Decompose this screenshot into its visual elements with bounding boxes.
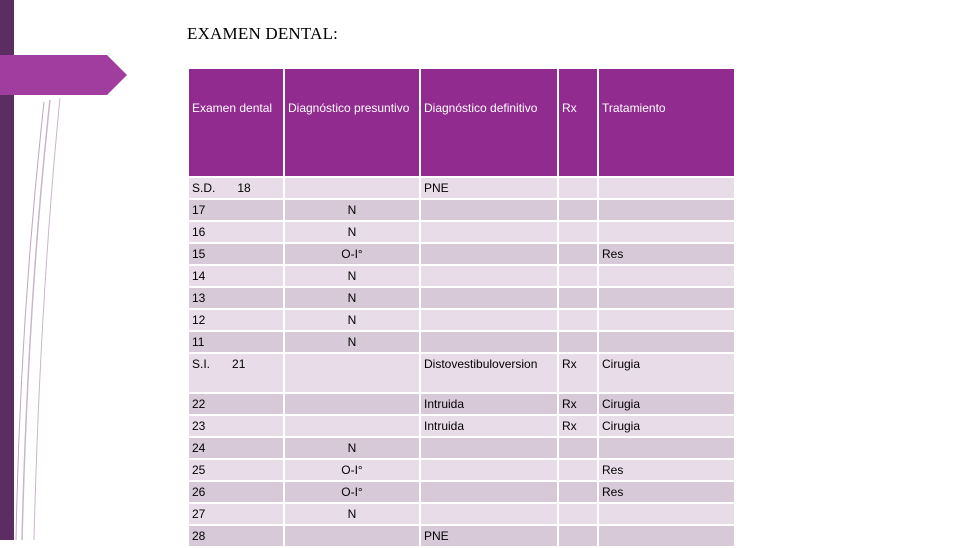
tooth-label: 17 xyxy=(192,203,206,217)
presuntivo-cell: N xyxy=(284,221,420,243)
definitivo-cell xyxy=(420,287,558,309)
tratamiento-cell: Res xyxy=(598,481,735,503)
tooth-label: 12 xyxy=(192,313,206,327)
tratamiento-cell xyxy=(598,309,735,331)
presuntivo-cell: N xyxy=(284,265,420,287)
definitivo-cell xyxy=(420,199,558,221)
definitivo-cell xyxy=(420,243,558,265)
presuntivo-cell: N xyxy=(284,287,420,309)
definitivo-cell: Intruida xyxy=(420,415,558,437)
header-diagnostico-presuntivo: Diagnóstico presuntivo xyxy=(284,68,420,177)
presuntivo-cell: O-I° xyxy=(284,481,420,503)
header-examen-dental: Examen dental xyxy=(188,68,284,177)
tooth-label: S.I. xyxy=(192,357,211,371)
tooth-label: 25 xyxy=(192,463,206,477)
rx-cell xyxy=(558,525,598,547)
tratamiento-cell: Cirugia xyxy=(598,393,735,415)
rx-cell xyxy=(558,481,598,503)
tratamiento-cell xyxy=(598,265,735,287)
table-row xyxy=(188,503,735,525)
tooth-label: 28 xyxy=(192,529,206,543)
table-row xyxy=(188,481,735,503)
definitivo-cell xyxy=(420,503,558,525)
rx-cell xyxy=(558,199,598,221)
tratamiento-cell: Cirugia xyxy=(598,353,735,393)
tooth-label: 26 xyxy=(192,485,206,499)
accent-arrow-tab xyxy=(0,55,127,95)
tooth-cell xyxy=(188,221,284,243)
rx-cell xyxy=(558,309,598,331)
tooth-label: 23 xyxy=(192,419,206,433)
tooth-label: S.D. xyxy=(192,181,216,195)
tooth-label: 22 xyxy=(192,397,206,411)
table-row xyxy=(188,309,735,331)
presuntivo-cell: O-I° xyxy=(284,459,420,481)
tooth-cell xyxy=(188,287,284,309)
tooth-number: 21 xyxy=(232,357,246,371)
tratamiento-cell xyxy=(598,221,735,243)
tooth-cell xyxy=(188,243,284,265)
presuntivo-cell xyxy=(284,353,420,393)
tooth-label: 11 xyxy=(192,335,205,349)
header-diagnostico-definitivo: Diagnóstico definitivo xyxy=(420,68,558,177)
tratamiento-cell xyxy=(598,287,735,309)
tooth-cell xyxy=(188,525,284,547)
tooth-label: 16 xyxy=(192,225,206,239)
table-row xyxy=(188,177,735,199)
rx-cell xyxy=(558,437,598,459)
tratamiento-cell xyxy=(598,437,735,459)
page-title: EXAMEN DENTAL: xyxy=(187,24,339,43)
table-row xyxy=(188,353,735,393)
definitivo-cell xyxy=(420,221,558,243)
rx-cell xyxy=(558,243,598,265)
definitivo-cell xyxy=(420,437,558,459)
tooth-label: 13 xyxy=(192,291,206,305)
definitivo-cell: Distovestibuloversion xyxy=(420,353,558,393)
table-header-row xyxy=(188,68,735,177)
table-row xyxy=(188,437,735,459)
tratamiento-cell xyxy=(598,503,735,525)
tooth-cell xyxy=(188,199,284,221)
tooth-cell xyxy=(188,331,284,353)
tooth-cell xyxy=(188,353,284,393)
header-tratamiento: Tratamiento xyxy=(598,68,735,177)
presuntivo-cell: O-I° xyxy=(284,243,420,265)
table-row xyxy=(188,459,735,481)
tooth-cell xyxy=(188,309,284,331)
rx-cell xyxy=(558,221,598,243)
tratamiento-cell: Res xyxy=(598,243,735,265)
tratamiento-cell xyxy=(598,331,735,353)
rx-cell xyxy=(558,177,598,199)
header-rx: Rx xyxy=(558,68,598,177)
tratamiento-cell: Cirugia xyxy=(598,415,735,437)
definitivo-cell xyxy=(420,459,558,481)
rx-cell: Rx xyxy=(558,353,598,393)
rx-cell xyxy=(558,459,598,481)
table-row xyxy=(188,221,735,243)
definitivo-cell xyxy=(420,265,558,287)
presuntivo-cell: N xyxy=(284,309,420,331)
rx-cell xyxy=(558,287,598,309)
table-row xyxy=(188,287,735,309)
tooth-label: 27 xyxy=(192,507,206,521)
presuntivo-cell xyxy=(284,177,420,199)
table-row xyxy=(188,331,735,353)
tooth-cell xyxy=(188,393,284,415)
presuntivo-cell: N xyxy=(284,331,420,353)
definitivo-cell xyxy=(420,481,558,503)
presuntivo-cell xyxy=(284,393,420,415)
tooth-number: 18 xyxy=(237,181,251,195)
table-row xyxy=(188,243,735,265)
tooth-cell xyxy=(188,459,284,481)
tooth-label: 24 xyxy=(192,441,206,455)
tratamiento-cell: Res xyxy=(598,459,735,481)
tooth-cell xyxy=(188,481,284,503)
definitivo-cell xyxy=(420,309,558,331)
table-row xyxy=(188,525,735,547)
dental-exam-table xyxy=(187,67,736,548)
tratamiento-cell xyxy=(598,177,735,199)
table-row xyxy=(188,199,735,221)
tooth-cell xyxy=(188,265,284,287)
tooth-cell xyxy=(188,437,284,459)
tooth-label: 15 xyxy=(192,247,206,261)
tratamiento-cell xyxy=(598,199,735,221)
presuntivo-cell xyxy=(284,415,420,437)
rx-cell: Rx xyxy=(558,415,598,437)
definitivo-cell: PNE xyxy=(420,177,558,199)
definitivo-cell: Intruida xyxy=(420,393,558,415)
tooth-cell xyxy=(188,503,284,525)
table-row xyxy=(188,265,735,287)
presuntivo-cell: N xyxy=(284,199,420,221)
rx-cell: Rx xyxy=(558,393,598,415)
tratamiento-cell xyxy=(598,525,735,547)
tooth-label: 14 xyxy=(192,269,206,283)
definitivo-cell: PNE xyxy=(420,525,558,547)
table-row xyxy=(188,415,735,437)
presuntivo-cell xyxy=(284,525,420,547)
definitivo-cell xyxy=(420,331,558,353)
tooth-cell xyxy=(188,415,284,437)
table-row xyxy=(188,393,735,415)
presuntivo-cell: N xyxy=(284,503,420,525)
rx-cell xyxy=(558,331,598,353)
rx-cell xyxy=(558,503,598,525)
presuntivo-cell: N xyxy=(284,437,420,459)
tooth-cell xyxy=(188,177,284,199)
rx-cell xyxy=(558,265,598,287)
